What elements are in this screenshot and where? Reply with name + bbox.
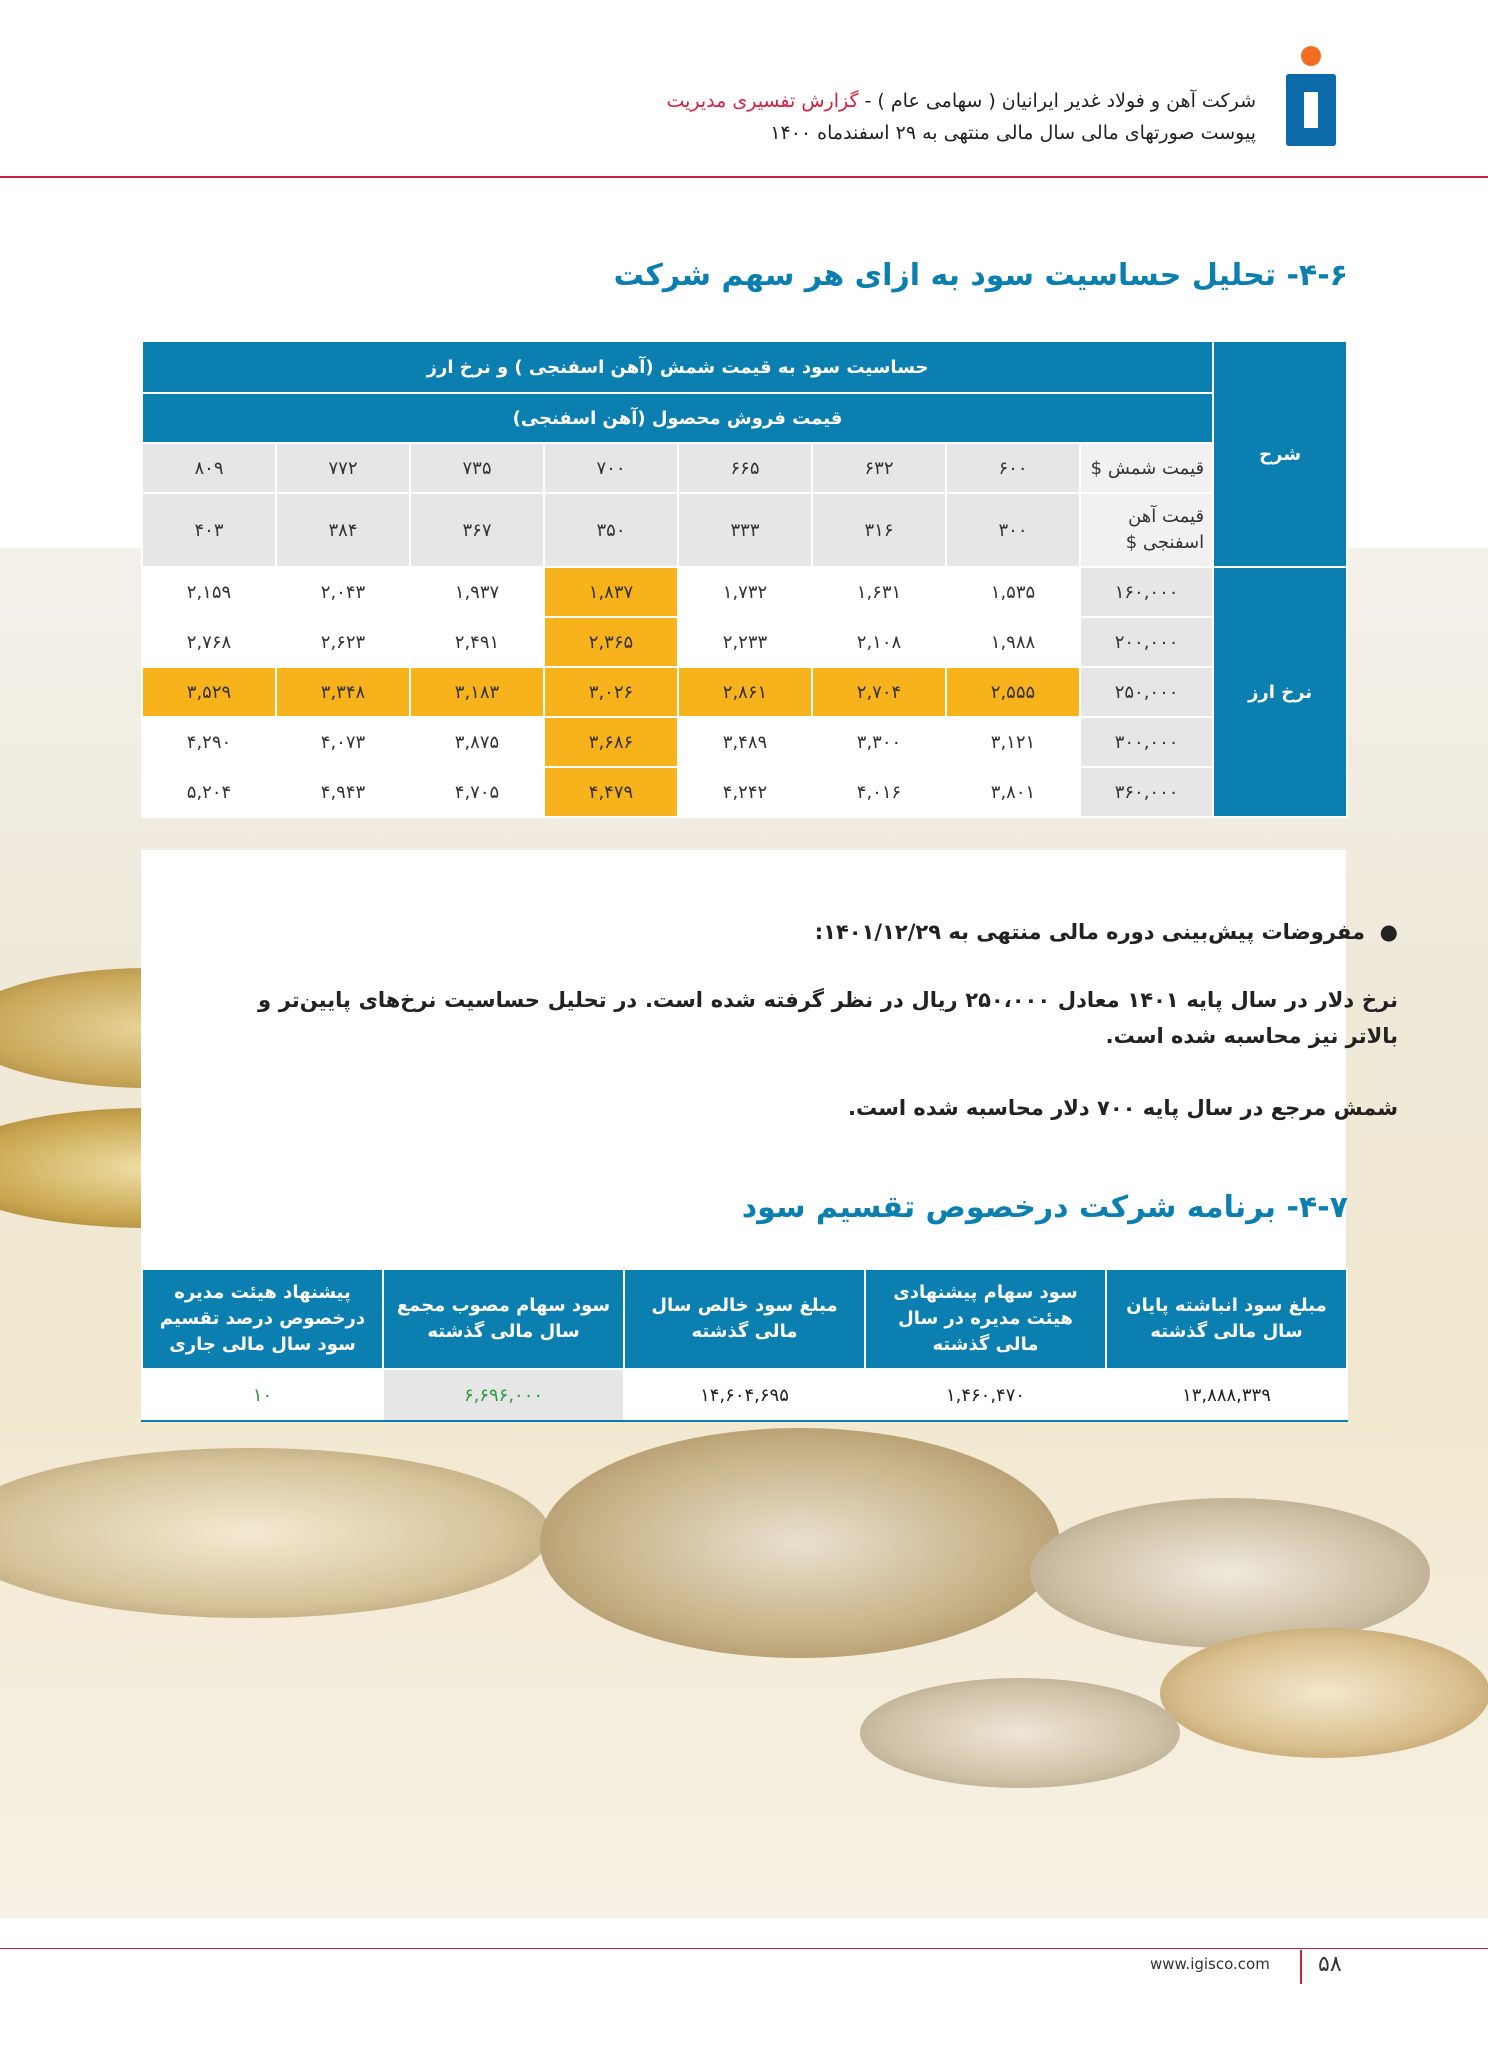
coin-decoration xyxy=(0,1448,550,1618)
dividend-value: ۱۴,۶۰۴,۶۹۵ xyxy=(624,1369,865,1421)
sensitivity-value: ۴,۹۴۳ xyxy=(276,767,410,817)
sensitivity-value: ۴,۲۹۰ xyxy=(142,717,276,767)
sensitivity-value: ۱,۵۳۵ xyxy=(946,567,1080,617)
sensitivity-value: ۵,۲۰۴ xyxy=(142,767,276,817)
company-name: شرکت آهن و فولاد غدیر ایرانیان ( سهامی عام ) - xyxy=(858,90,1256,112)
sensitivity-value: ۴,۰۱۶ xyxy=(812,767,946,817)
sponge-price-label: قیمت آهن اسفنجی $ xyxy=(1080,493,1213,567)
assumptions-heading: مفروضات پیش‌بینی دوره مالی منتهی به ۱۴۰۱/۱۲/۲۹: xyxy=(814,920,1366,944)
header-divider xyxy=(0,176,1488,178)
ingot-price-cell: ۷۰۰ xyxy=(544,443,678,493)
sensitivity-value-highlight: ۳,۶۸۶ xyxy=(544,717,678,767)
sensitivity-value: ۲,۷۶۸ xyxy=(142,617,276,667)
sensitivity-value: ۳,۳۰۰ xyxy=(812,717,946,767)
assumptions-bullet xyxy=(398,920,1398,944)
report-name: گزارش تفسیری مدیریت xyxy=(666,90,859,112)
sensitivity-value-highlight: ۲,۸۶۱ xyxy=(678,667,812,717)
sensitivity-value-highlight: ۴,۴۷۹ xyxy=(544,767,678,817)
sensitivity-value-highlight: ۳,۱۸۳ xyxy=(410,667,544,717)
sensitivity-value: ۴,۷۰۵ xyxy=(410,767,544,817)
dividend-value: ۱۰ xyxy=(142,1369,383,1421)
sensitivity-value: ۲,۶۲۳ xyxy=(276,617,410,667)
sensitivity-value-highlight: ۲,۳۶۵ xyxy=(544,617,678,667)
coin-decoration xyxy=(540,1428,1060,1658)
dividend-table xyxy=(141,1268,1348,1422)
fx-rate-cell: ۱۶۰,۰۰۰ xyxy=(1080,567,1213,617)
sensitivity-value: ۲,۱۵۹ xyxy=(142,567,276,617)
sensitivity-subtitle: قیمت فروش محصول (آهن اسفنجی) xyxy=(142,393,1213,443)
coin-decoration xyxy=(860,1678,1180,1788)
ingot-price-cell: ۶۰۰ xyxy=(946,443,1080,493)
sensitivity-value: ۲,۰۴۳ xyxy=(276,567,410,617)
bullet-dot: ● xyxy=(1365,920,1398,944)
dividend-value: ۱۳,۸۸۸,۳۳۹ xyxy=(1106,1369,1347,1421)
fx-rate-cell: ۲۵۰,۰۰۰ xyxy=(1080,667,1213,717)
sensitivity-value: ۳,۴۸۹ xyxy=(678,717,812,767)
sensitivity-value: ۳,۸۷۵ xyxy=(410,717,544,767)
sensitivity-table xyxy=(141,340,1348,818)
assumptions-paragraph-fx: نرخ دلار در سال پایه ۱۴۰۱ معادل ۲۵۰،۰۰۰ ریال در نظر گرفته شده است. در تحلیل حساسیت نرخ‌های پایین‌تر و بالاتر نیز محاسبه شده است. xyxy=(258,988,1398,1048)
ingot-price-cell: ۷۷۲ xyxy=(276,443,410,493)
dividend-header: سود سهام مصوب مجمع سال مالی گذشته xyxy=(383,1269,624,1369)
fx-rate-cell: ۳۶۰,۰۰۰ xyxy=(1080,767,1213,817)
page-number: ۵۸ xyxy=(1318,1952,1342,1977)
sensitivity-value: ۲,۲۳۳ xyxy=(678,617,812,667)
logo-shape xyxy=(1304,92,1318,128)
sensitivity-value: ۱,۷۳۲ xyxy=(678,567,812,617)
logo-dot xyxy=(1301,46,1321,66)
sponge-price-cell: ۳۵۰ xyxy=(544,493,678,567)
sponge-price-cell: ۳۰۰ xyxy=(946,493,1080,567)
sensitivity-value: ۳,۸۰۱ xyxy=(946,767,1080,817)
dividend-header: سود سهام پیشنهادی هیئت مدیره در سال مالی گذشته xyxy=(865,1269,1106,1369)
sensitivity-value: ۲,۱۰۸ xyxy=(812,617,946,667)
company-logo xyxy=(1282,46,1340,150)
sensitivity-value: ۱,۶۳۱ xyxy=(812,567,946,617)
sensitivity-value: ۱,۹۸۸ xyxy=(946,617,1080,667)
sensitivity-value-highlight: ۳,۰۲۶ xyxy=(544,667,678,717)
dividend-value: ۱,۴۶۰,۴۷۰ xyxy=(865,1369,1106,1421)
sponge-price-cell: ۳۳۳ xyxy=(678,493,812,567)
section-title-sensitivity: ۴-۶- تحلیل حساسیت سود به ازای هر سهم شرکت xyxy=(613,258,1348,293)
dividend-value: ۶,۶۹۶,۰۰۰ xyxy=(383,1369,624,1421)
sensitivity-value-highlight: ۱,۸۳۷ xyxy=(544,567,678,617)
fx-label: نرخ ارز xyxy=(1213,567,1347,817)
sensitivity-value: ۳,۱۲۱ xyxy=(946,717,1080,767)
sponge-price-cell: ۴۰۳ xyxy=(142,493,276,567)
sponge-price-cell: ۳۱۶ xyxy=(812,493,946,567)
sponge-price-cell: ۳۶۷ xyxy=(410,493,544,567)
header-title xyxy=(256,90,1256,112)
dividend-header: مبلغ سود خالص سال مالی گذشته xyxy=(624,1269,865,1369)
footer-divider xyxy=(0,1948,1488,1949)
fx-rate-cell: ۳۰۰,۰۰۰ xyxy=(1080,717,1213,767)
sensitivity-value: ۱,۹۳۷ xyxy=(410,567,544,617)
assumptions-paragraph-ingot: شمش مرجع در سال پایه ۷۰۰ دلار محاسبه شده است. xyxy=(848,1096,1398,1120)
sensitivity-value-highlight: ۳,۳۴۸ xyxy=(276,667,410,717)
sensitivity-value-highlight: ۲,۵۵۵ xyxy=(946,667,1080,717)
fx-rate-cell: ۲۰۰,۰۰۰ xyxy=(1080,617,1213,667)
ingot-price-cell: ۶۳۲ xyxy=(812,443,946,493)
footer-website[interactable]: www.igisco.com xyxy=(1150,1955,1270,1973)
dividend-header: مبلغ سود انباشته پایان سال مالی گذشته xyxy=(1106,1269,1347,1369)
section-title-dividend: ۴-۷- برنامه شرکت درخصوص تقسیم سود xyxy=(741,1190,1348,1225)
ingot-price-label: قیمت شمش $ xyxy=(1080,443,1213,493)
coin-decoration xyxy=(1160,1628,1488,1758)
header-subtitle: پیوست صورتهای مالی سال مالی منتهی به ۲۹ اسفندماه ۱۴۰۰ xyxy=(770,122,1256,144)
sponge-price-cell: ۳۸۴ xyxy=(276,493,410,567)
ingot-price-cell: ۷۳۵ xyxy=(410,443,544,493)
dividend-header: پیشنهاد هیئت مدیره درخصوص درصد تقسیم سود سال مالی جاری xyxy=(142,1269,383,1369)
sensitivity-value-highlight: ۲,۷۰۴ xyxy=(812,667,946,717)
page-header xyxy=(0,0,1488,182)
logo-shape xyxy=(1286,128,1336,146)
sensitivity-value-highlight: ۳,۵۲۹ xyxy=(142,667,276,717)
ingot-price-cell: ۸۰۹ xyxy=(142,443,276,493)
sensitivity-title: حساسیت سود به قیمت شمش (آهن اسفنجی ) و نرخ ارز xyxy=(142,341,1213,393)
ingot-price-cell: ۶۶۵ xyxy=(678,443,812,493)
coin-decoration xyxy=(1030,1498,1430,1648)
sensitivity-value: ۴,۲۴۲ xyxy=(678,767,812,817)
sensitivity-value: ۴,۰۷۳ xyxy=(276,717,410,767)
sensitivity-value: ۲,۴۹۱ xyxy=(410,617,544,667)
footer-separator xyxy=(1300,1950,1302,1984)
desc-label: شرح xyxy=(1213,341,1347,567)
